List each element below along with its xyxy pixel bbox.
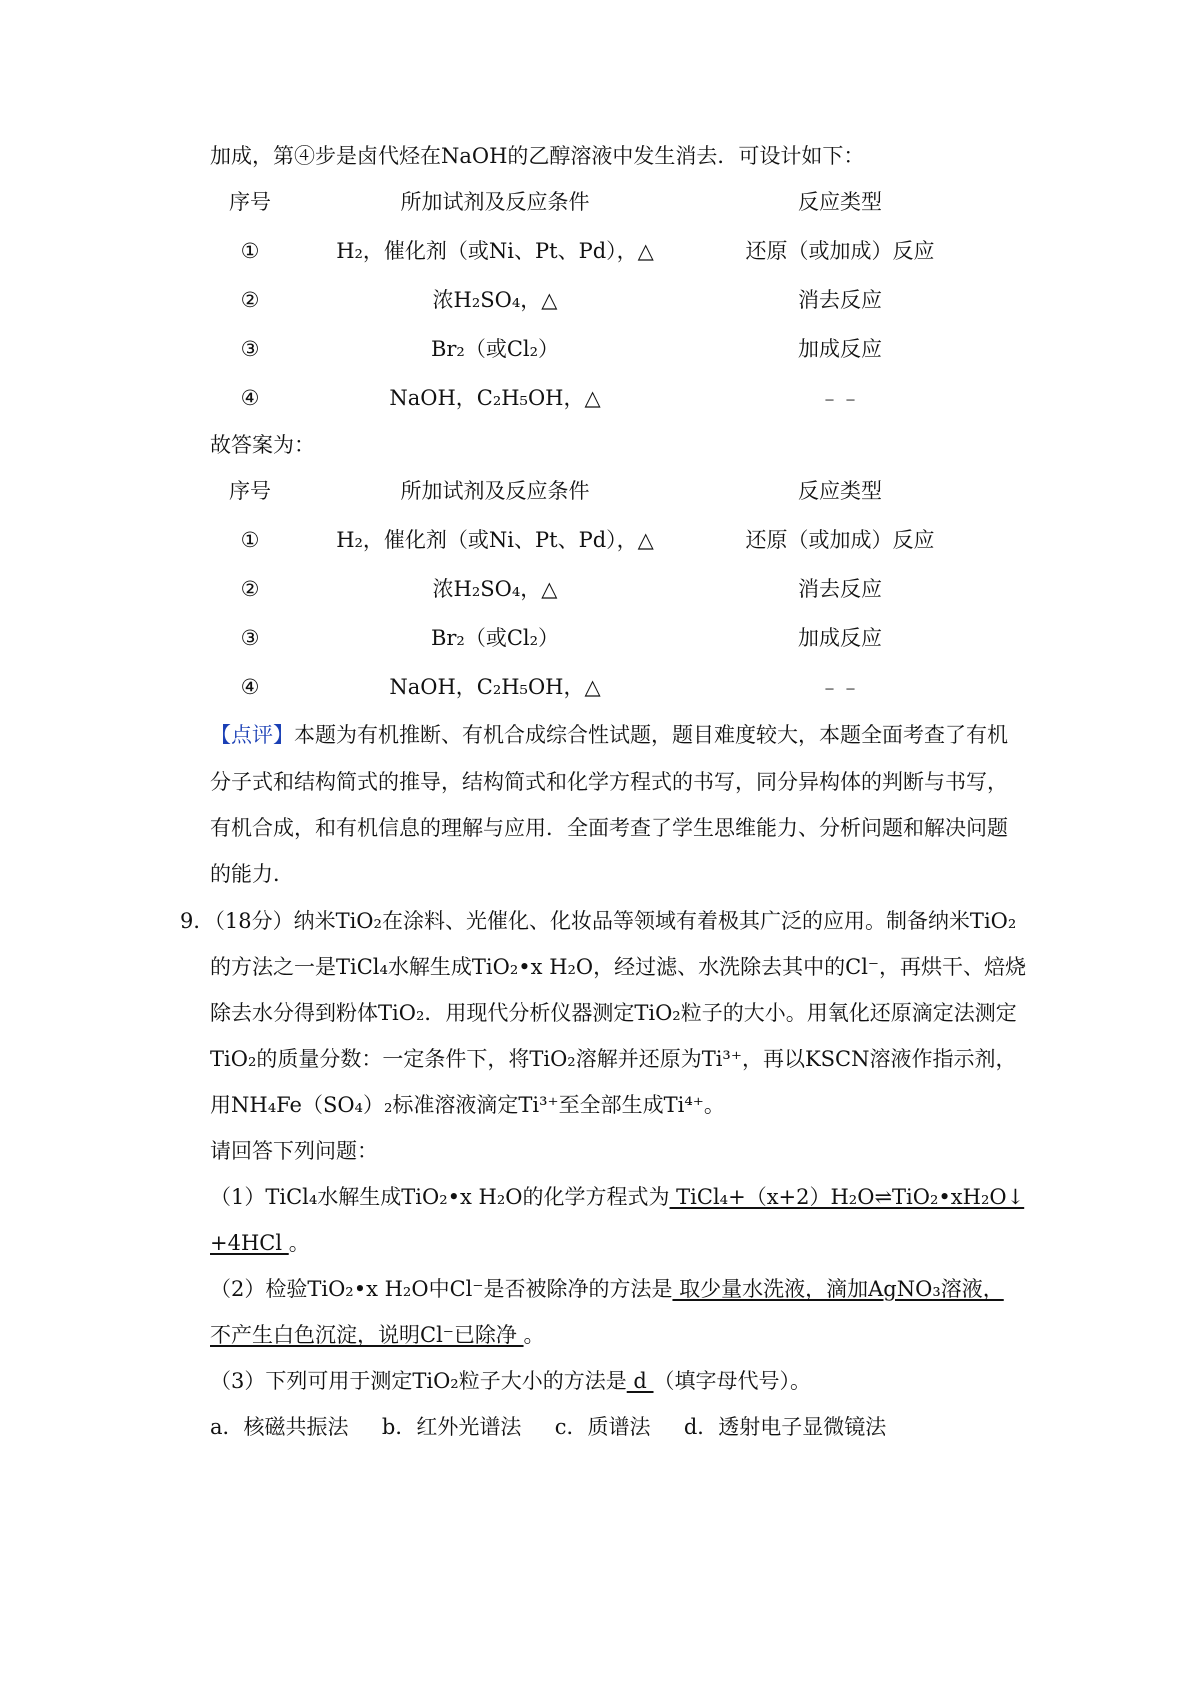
row-type: 还原（或加成）反应 xyxy=(745,239,935,263)
sub2-answer: 取少量水洗液，滴加AgNO₃溶液， xyxy=(672,1277,1004,1301)
row-reagent: NaOH，C₂H₅OH，△ xyxy=(389,386,601,410)
comment-line: 有机合成，和有机信息的理解与应用．全面考查了学生思维能力、分析问题和解决问题 xyxy=(210,816,1008,840)
row-type: 消去反应 xyxy=(798,288,882,312)
answer-intro: 故答案为： xyxy=(210,433,315,457)
table-row xyxy=(0,525,1200,555)
sub3-prefix: （3）下列可用于测定TiO₂粒子大小的方法是 xyxy=(210,1369,627,1393)
comment-text: 本题为有机推断、有机合成综合性试题，题目难度较大，本题全面考查了有机 xyxy=(294,723,1008,747)
sub1-answer: TiCl₄+（x+2）H₂O⇌TiO₂•xH₂O↓ xyxy=(669,1185,1025,1209)
question-line: TiO₂的质量分数：一定条件下，将TiO₂溶解并还原为Ti³⁺，再以KSCN溶液作指示剂， xyxy=(210,1047,1017,1071)
intro-line: 加成，第④步是卤代烃在NaOH的乙醇溶液中发生消去．可设计如下： xyxy=(210,144,865,168)
table-row xyxy=(0,623,1200,653)
row-num: ③ xyxy=(240,337,260,361)
row-reagent: H₂，催化剂（或Ni、Pt、Pd），△ xyxy=(336,239,654,263)
sub2-prefix: （2）检验TiO₂•x H₂O中Cl⁻是否被除净的方法是 xyxy=(210,1277,673,1301)
row-type: ﹣﹣ xyxy=(819,386,861,410)
row-num: ② xyxy=(240,288,260,312)
table-row xyxy=(0,383,1200,413)
comment-tag: 【点评】 xyxy=(210,723,294,747)
sub1-suffix: 。 xyxy=(288,1231,310,1255)
header-num: 序号 xyxy=(229,190,271,214)
question-line: 用NH₄Fe（SO₄）₂标准溶液滴定Ti³⁺至全部生成Ti⁴⁺。 xyxy=(210,1093,725,1117)
row-num: ② xyxy=(240,577,260,601)
sub2-suffix: 。 xyxy=(523,1323,545,1347)
header-num: 序号 xyxy=(229,479,271,503)
question-line: 的方法之一是TiCl₄水解生成TiO₂•x H₂O，经过滤、水洗除去其中的Cl⁻，再烘干、焙烧 xyxy=(210,955,1027,979)
row-type: 加成反应 xyxy=(798,337,882,361)
table-header xyxy=(0,476,1200,506)
table-header xyxy=(0,187,1200,217)
sub-question-1 xyxy=(210,1182,1024,1212)
sub-question-1-cont xyxy=(210,1228,310,1258)
ask-line: 请回答下列问题： xyxy=(210,1139,378,1163)
row-num: ④ xyxy=(240,386,260,410)
row-reagent: Br₂（或Cl₂） xyxy=(430,626,560,650)
sub1-answer-cont: +4HCl xyxy=(210,1231,289,1255)
question-line: 除去水分得到粉体TiO₂．用现代分析仪器测定TiO₂粒子的大小。用氧化还原滴定法测定 xyxy=(210,1001,1017,1025)
sub3-answer: d xyxy=(626,1369,654,1393)
row-reagent: NaOH，C₂H₅OH，△ xyxy=(389,675,601,699)
row-reagent: Br₂（或Cl₂） xyxy=(430,337,560,361)
header-type: 反应类型 xyxy=(798,479,882,503)
row-num: ③ xyxy=(240,626,260,650)
row-type: 加成反应 xyxy=(798,626,882,650)
row-num: ① xyxy=(240,528,260,552)
row-num: ① xyxy=(240,239,260,263)
sub-question-2 xyxy=(210,1274,1004,1304)
row-reagent: 浓H₂SO₄，△ xyxy=(432,288,558,312)
comment-line xyxy=(210,720,1008,750)
sub-question-3 xyxy=(210,1366,811,1396)
table-row xyxy=(0,334,1200,364)
comment-line: 的能力． xyxy=(210,862,294,886)
header-reagent: 所加试剂及反应条件 xyxy=(400,479,590,503)
row-type: ﹣﹣ xyxy=(819,675,861,699)
question-line: 9．（18分）纳米TiO₂在涂料、光催化、化妆品等领域有着极其广泛的应用。制备纳米TiO₂ xyxy=(180,909,1017,933)
sub1-prefix: （1）TiCl₄水解生成TiO₂•x H₂O的化学方程式为 xyxy=(210,1185,670,1209)
sub-question-2-cont xyxy=(210,1320,545,1350)
sub3-suffix: （填字母代号）。 xyxy=(653,1369,812,1393)
header-type: 反应类型 xyxy=(798,190,882,214)
row-type: 消去反应 xyxy=(798,577,882,601)
header-reagent: 所加试剂及反应条件 xyxy=(400,190,590,214)
row-reagent: H₂，催化剂（或Ni、Pt、Pd），△ xyxy=(336,528,654,552)
row-type: 还原（或加成）反应 xyxy=(745,528,935,552)
table-row xyxy=(0,574,1200,604)
table-row xyxy=(0,285,1200,315)
comment-line: 分子式和结构简式的推导，结构简式和化学方程式的书写，同分异构体的判断与书写， xyxy=(210,770,1008,794)
sub2-answer-cont: 不产生白色沉淀，说明Cl⁻已除净 xyxy=(210,1323,524,1347)
options-line: a．核磁共振法 b．红外光谱法 c．质谱法 d．透射电子显微镜法 xyxy=(210,1415,887,1439)
table-row xyxy=(0,236,1200,266)
table-row xyxy=(0,672,1200,702)
row-num: ④ xyxy=(240,675,260,699)
row-reagent: 浓H₂SO₄，△ xyxy=(432,577,558,601)
